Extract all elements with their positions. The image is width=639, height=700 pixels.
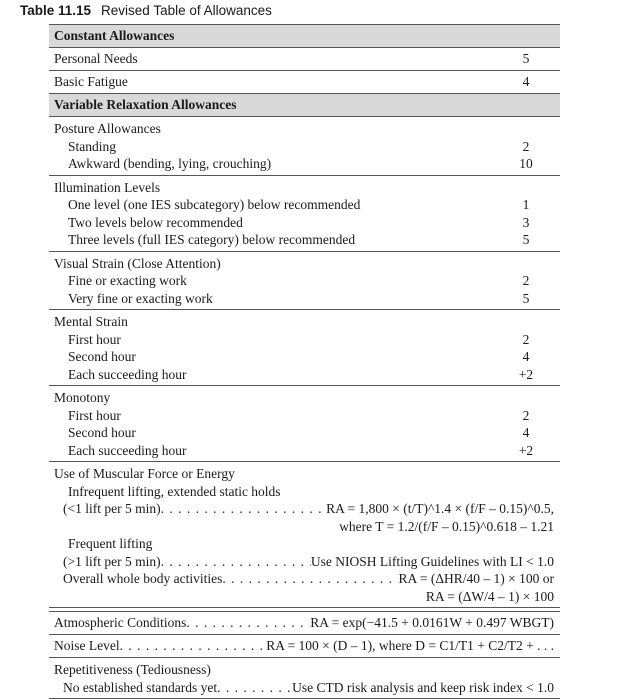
- row-value: 2: [522, 331, 530, 347]
- table-row: [54, 272, 560, 290]
- row-label: One level (one IES subcategory) below recommended: [68, 197, 361, 212]
- group-title: Visual Strain (Close Attention): [54, 255, 221, 271]
- table-caption: [20, 3, 272, 18]
- allowances-table: [49, 24, 560, 699]
- table-row: [54, 366, 560, 384]
- group-visual-strain: [49, 252, 560, 311]
- row-value: +2: [518, 442, 534, 458]
- row-value: 1: [522, 197, 530, 212]
- frequent-rule: Use NIOSH Lifting Guidelines with LI < 1.0: [310, 553, 554, 569]
- row-value: 3: [522, 214, 530, 230]
- frequent-condition: (>1 lift per 5 min): [63, 553, 161, 569]
- leader-dots: [222, 570, 398, 588]
- table-row: [49, 48, 560, 71]
- leader-dots: [120, 635, 267, 657]
- table-row: [54, 155, 560, 173]
- row-value: +2: [518, 366, 534, 382]
- atmospheric-row: [49, 611, 560, 635]
- row-label: First hour: [68, 331, 121, 347]
- table-row: [54, 331, 560, 349]
- group-title: Mental Strain: [54, 314, 128, 329]
- repetitiveness-rule: Use CTD risk analysis and keep risk index < 1.0: [292, 679, 554, 695]
- table-row: [54, 348, 560, 366]
- leader-dots: [161, 553, 311, 571]
- row-label: Very fine or exacting work: [68, 290, 213, 306]
- table-row: [54, 196, 560, 214]
- row-label: Three levels (full IES category) below recommended: [68, 232, 356, 247]
- table-row: [54, 231, 560, 249]
- row-label: Standing: [68, 138, 117, 154]
- repetitiveness-row: [49, 679, 560, 697]
- group-monotony: [49, 386, 560, 462]
- row-value: 4: [522, 425, 530, 440]
- group-mental-strain: [49, 310, 560, 386]
- noise-row: [49, 635, 560, 658]
- table-row: [54, 442, 560, 460]
- row-label: Two levels below recommended: [68, 214, 243, 230]
- row-label: Each succeeding hour: [68, 366, 187, 382]
- leader-dots: [186, 612, 310, 634]
- group-muscular-force: [49, 462, 560, 608]
- row-value: 2: [522, 138, 530, 154]
- atmospheric-formula: RA = exp(−41.5 + 0.0161W + 0.497 WBGT): [310, 615, 554, 630]
- row-label: Personal Needs: [54, 51, 138, 66]
- whole-body-label: Overall whole body activities: [63, 571, 223, 586]
- row-value: 10: [519, 156, 533, 171]
- leader-dots: [217, 679, 292, 697]
- row-label: First hour: [68, 407, 121, 423]
- noise-label: Noise Level: [54, 638, 120, 653]
- row-value: 5: [522, 51, 530, 66]
- whole-body-formula-2: RA = (ΔW/4 – 1) × 100: [425, 588, 554, 604]
- row-value: 5: [522, 232, 530, 247]
- whole-body-formula-1: RA = (ΔHR/40 – 1) × 100 or: [398, 571, 554, 586]
- infrequent-lifting-label: Infrequent lifting, extended static holds: [68, 483, 281, 499]
- row-label: Awkward (bending, lying, crouching): [68, 156, 272, 171]
- row-value: 4: [522, 74, 530, 89]
- infrequent-condition: (<1 lift per 5 min): [63, 501, 161, 516]
- row-value: 4: [522, 349, 530, 364]
- row-value: 2: [522, 273, 530, 288]
- infrequent-formula: RA = 1,800 × (t/T)^1.4 × (f/F – 0.15)^0.5,: [326, 501, 554, 516]
- row-label: Fine or exacting work: [68, 273, 187, 288]
- row-label: Basic Fatigue: [54, 74, 128, 89]
- table-row: [54, 407, 560, 425]
- group-title: Monotony: [54, 390, 111, 405]
- section-header-constant: Constant Allowances: [49, 24, 560, 48]
- group-illumination: [49, 176, 560, 252]
- leader-dots: [161, 500, 327, 518]
- frequent-lifting-row: [49, 553, 560, 571]
- row-label: Second hour: [68, 425, 136, 440]
- group-title: Use of Muscular Force or Energy: [54, 466, 235, 481]
- table-number: Table 11.15: [20, 3, 92, 18]
- infrequent-where: where T = 1.2/(f/F – 0.15)^0.618 – 1.21: [339, 518, 554, 534]
- group-posture: [49, 117, 560, 176]
- section-header-variable: Variable Relaxation Allowances: [49, 93, 560, 117]
- group-title: Illumination Levels: [54, 179, 161, 195]
- group-repetitiveness: [49, 658, 560, 699]
- group-title: Repetitiveness (Tediousness): [54, 662, 211, 677]
- table-row: [54, 214, 560, 232]
- table-title: Revised Table of Allowances: [101, 3, 272, 18]
- row-label: Each succeeding hour: [68, 442, 187, 458]
- table-row: [54, 290, 560, 308]
- table-row: [49, 71, 560, 93]
- table-row: [54, 138, 560, 156]
- row-value: 2: [522, 407, 530, 423]
- group-title: Posture Allowances: [54, 121, 161, 136]
- atmospheric-label: Atmospheric Conditions: [54, 615, 187, 630]
- table-row: [54, 424, 560, 442]
- row-value: 5: [522, 290, 530, 306]
- repetitiveness-label: No established standards yet: [63, 679, 218, 695]
- infrequent-lifting-row: [49, 500, 560, 518]
- row-label: Second hour: [68, 349, 136, 364]
- noise-formula: RA = 100 × (D – 1), where D = C1/T1 + C2/T2 + . . .: [266, 638, 554, 653]
- frequent-lifting-label: Frequent lifting: [68, 536, 153, 551]
- whole-body-row: [49, 570, 560, 588]
